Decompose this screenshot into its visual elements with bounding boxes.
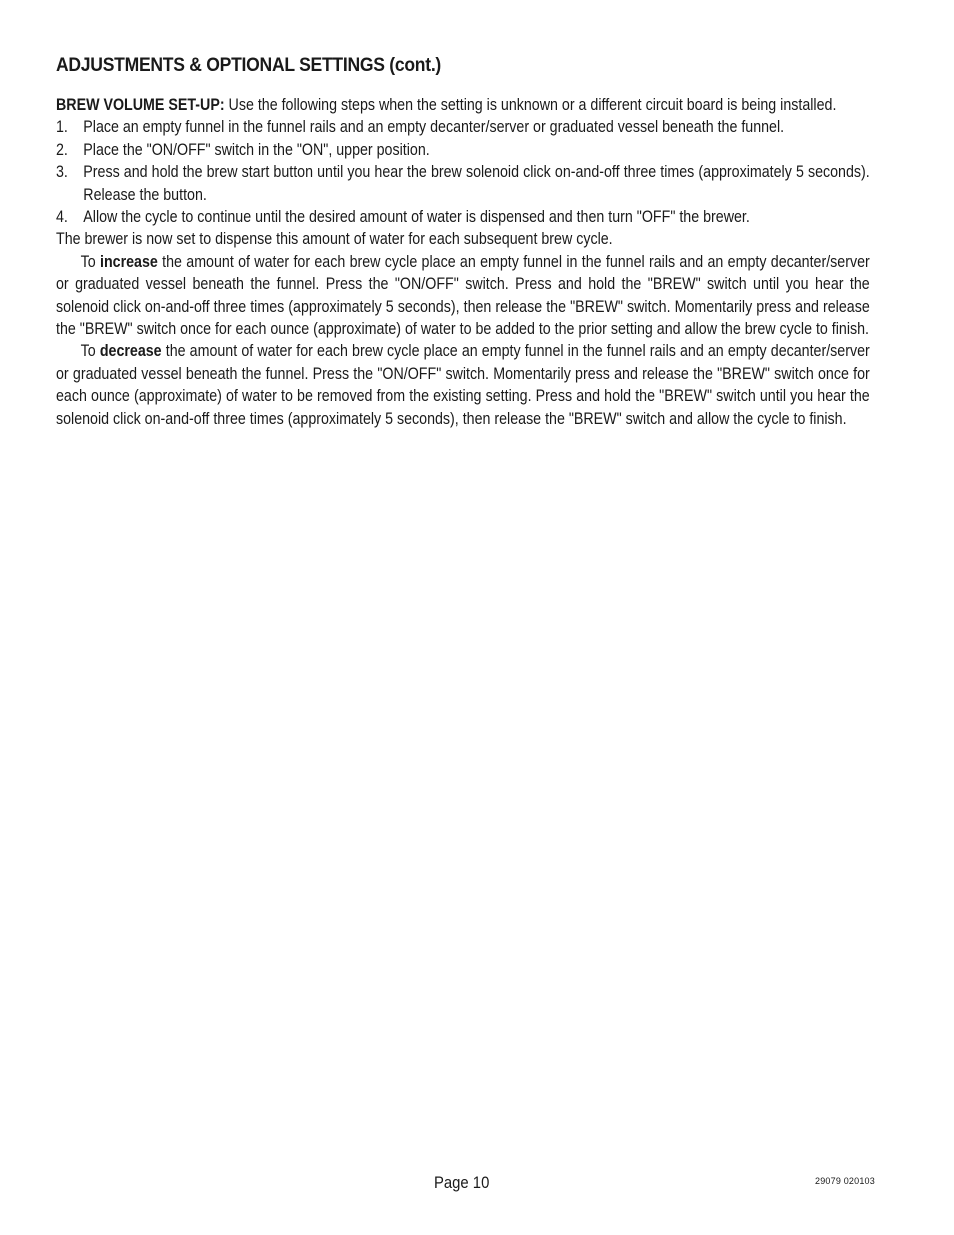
step-text: Allow the cycle to continue until the desired amount of water is dispensed and then turn "OFF" the brewer. (83, 208, 750, 227)
document-code: 29079 020103 (815, 1176, 875, 1186)
increase-prefix: To (80, 252, 101, 271)
page-number: Page 10 (434, 1174, 490, 1192)
decrease-paragraph (56, 340, 870, 430)
increase-text: the amount of water for each brew cycle place an empty funnel in the funnel rails and an empty decanter/server or graduated vessel beneath the funnel. Press the "ON/OFF" switch. Press and hold the "BREW" switch until you hear the solenoid click on-and-off three times (approximately 5 seconds), then release the "BREW" switch. Momentarily press and release the "BREW" switch once for each ounce (approximate) of water to be added to the prior setting and allow the brew cycle to finish. (56, 252, 870, 339)
step-number: 3. (56, 163, 68, 182)
setup-label: BREW VOLUME SET-UP: (56, 96, 225, 114)
setup-text: Use the following steps when the setting is unknown or a different circuit board is being installed. (224, 96, 837, 114)
step-item (56, 206, 870, 228)
increase-keyword: increase (100, 252, 158, 271)
decrease-keyword: decrease (99, 342, 162, 361)
step-item (56, 161, 870, 206)
step-item (56, 139, 870, 161)
step-number: 4. (56, 208, 68, 227)
step-text: Press and hold the brew start button until you hear the brew solenoid click on-and-off three times (approximately 5 seconds). Release the button. (83, 163, 870, 204)
decrease-prefix: To (80, 342, 100, 361)
after-steps-paragraph: The brewer is now set to dispense this amount of water for each subsequent brew cycle. (56, 230, 613, 249)
section-heading: ADJUSTMENTS & OPTIONAL SETTINGS (cont.) (56, 54, 442, 76)
step-number: 1. (56, 118, 68, 137)
decrease-text: the amount of water for each brew cycle place an empty funnel in the funnel rails and an empty decanter/server or graduated vessel beneath the funnel. Press the "ON/OFF" switch. Momentarily press and release the "BREW" switch once for each ounce (approximate) of water to be removed from the existing setting. Press and hold the "BREW" switch until you hear the solenoid click on-and-off three times (approximately 5 seconds), then release the "BREW" switch and allow the cycle to finish. (56, 342, 870, 428)
setup-paragraph (56, 94, 870, 116)
document-body (56, 94, 870, 430)
document-page (56, 52, 870, 430)
step-text: Place an empty funnel in the funnel rails and an empty decanter/server or graduated vessel beneath the funnel. (83, 118, 785, 137)
step-text: Place the "ON/OFF" switch in the "ON", upper position. (83, 140, 430, 159)
step-number: 2. (56, 140, 68, 159)
step-item (56, 116, 870, 138)
increase-paragraph (56, 251, 870, 341)
